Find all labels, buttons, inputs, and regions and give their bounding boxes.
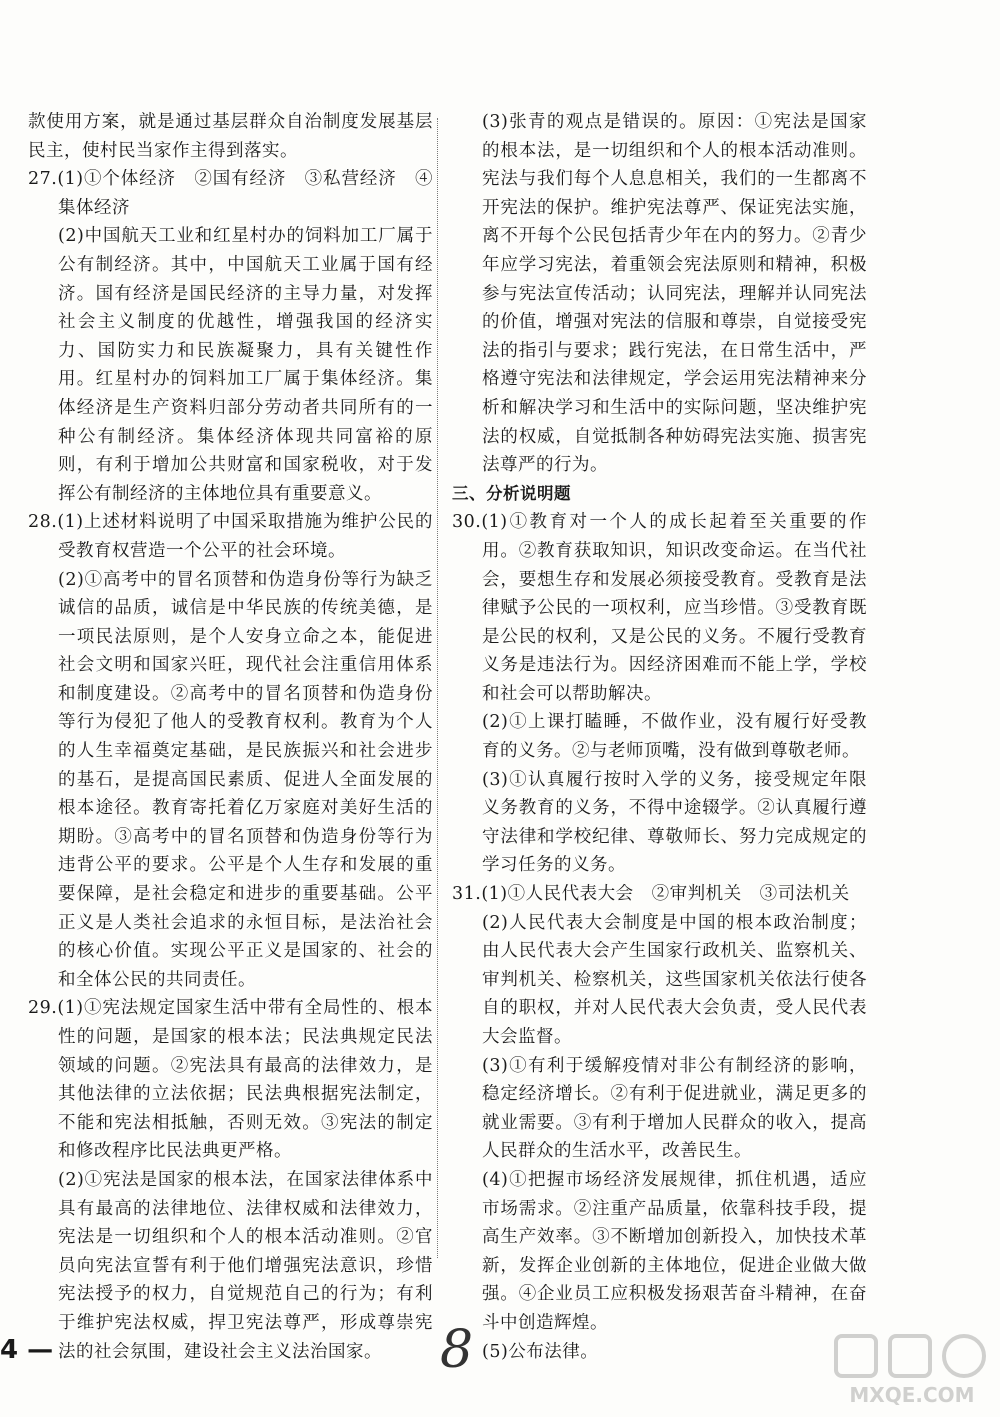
- answer-paragraph: (3)张青的观点是错误的。原因：①宪法是国家的根本法，是一切组织和个人的根本活动准则。宪法与我们每个人息息相关，我们的一生都离不开宪法的保护。维护宪法尊严、保证宪法实施，离不开每个公民包括青少年在内的努力。②青少年应学习宪法，着重领会宪法原则和精神，积极参与宪法宣传活动；认同宪法，理解并认同宪法的价值，增强对宪法的信服和尊崇，自觉接受宪法的指引与要求；践行宪法，在日常生活中，严格遵守宪法和法律规定，学会运用宪法精神来分析和解决学习和生活中的实际问题，坚决维护宪法的权威，自觉抵制各种妨碍宪法实施、损害宪法尊严的行为。: [482, 112, 867, 476]
- answer-paragraph: (3)①有利于缓解疫情对非公有制经济的影响，稳定经济增长。②有利于促进就业，满足更多的就业需要。③有利于增加人民群众的收入，提高人民群众的生活水平，改善民生。: [482, 1055, 867, 1162]
- watermark-text: MXQE.COM: [849, 1383, 975, 1407]
- answer-paragraph: (3)①认真履行按时入学的义务，接受规定年限义务教育的义务，不得中途辍学。②认真履行遵守法律和学校纪律、尊敬师长、努力完成规定的学习任务的义务。: [482, 769, 867, 876]
- answer-paragraph: 27.(1)①个体经济 ②国有经济 ③私营经济 ④集体经济: [28, 169, 433, 218]
- right-column: [452, 108, 867, 1366]
- answer-paragraph: 28.(1)上述材料说明了中国采取措施为维护公民的受教育权营造一个公平的社会环境。: [28, 512, 433, 561]
- left-column: [28, 108, 433, 1366]
- column-divider: [437, 118, 438, 1258]
- answer-paragraph: 款使用方案，就是通过基层群众自治制度发展基层民主，使村民当家作主得到落实。: [28, 112, 433, 161]
- answer-paragraph: (4)①把握市场经济发展规律，抓住机遇，适应市场需求。②注重产品质量，依靠科技手段，提高生产效率。③不断增加创新投入，加快技术革新，发挥企业创新的主体地位，促进企业做大做强。④企业员工应积极发扬艰苦奋斗精神，在奋斗中创造辉煌。: [482, 1169, 867, 1333]
- answer-paragraph: 30.(1)①教育对一个人的成长起着至关重要的作用。②教育获取知识，知识改变命运。在当代社会，要想生存和发展必须接受教育。受教育是法律赋予公民的一项权利，应当珍惜。③受教育既是公民的权利，又是公民的义务。不履行受教育义务是违法行为。因经济困难而不能上学，学校和社会可以帮助解决。: [452, 512, 867, 704]
- answer-paragraph: (2)中国航天工业和红星村办的饲料加工厂属于公有制经济。其中，中国航天工业属于国有经济。国有经济是国民经济的主导力量，对发挥社会主义制度的优越性，增强我国的经济实力、国防实力和民族凝聚力，具有关键性作用。红星村办的饲料加工厂属于集体经济。集体经济是生产资料归部分劳动者共同所有的一种公有制经济。集体经济体现共同富裕的原则，有利于增加公共财富和国家税收，对于发挥公有制经济的主体地位具有重要意义。: [58, 226, 433, 504]
- section-heading: 三、分析说明题: [452, 483, 571, 503]
- answer-paragraph: (2)①上课打瞌睡，不做作业，没有履行好受教育的义务。②与老师顶嘴，没有做到尊敬老师。: [482, 712, 867, 762]
- answer-paragraph: 29.(1)①宪法规定国家生活中带有全局性的、根本性的问题，是国家的根本法；民法典规定民法领域的问题。②宪法具有最高的法律效力，是其他法律的立法依据；民法典根据宪法制定，不能和宪法相抵触，否则无效。③宪法的制定和修改程序比民法典更严格。: [28, 998, 433, 1162]
- watermark-logo: [832, 1330, 992, 1410]
- answer-paragraph: (2)①宪法是国家的根本法，在国家法律体系中具有最高的法律地位、法律权威和法律效力，宪法是一切组织和个人的根本活动准则。②官员向宪法宣誓有利于他们增强宪法意识，珍惜宪法授予的权力，自觉规范自己的行为；有利于维护宪法权威，捍卫宪法尊严，形成尊崇宪法的社会氛围，建设社会主义法治国家。: [58, 1169, 433, 1362]
- answer-paragraph: 31.(1)①人民代表大会 ②审判机关 ③司法机关: [452, 884, 850, 905]
- answer-paragraph: (2)人民代表大会制度是中国的根本政治制度；由人民代表大会产生国家行政机关、监察机关、审判机关、检察机关，这些国家机关依法行使各自的职权，并对人民代表大会负责，受人民代表大会监督。: [482, 912, 867, 1047]
- answer-paragraph: (2)①高考中的冒名顶替和伪造身份等行为缺乏诚信的品质，诚信是中华民族的传统美德，是一项民法原则，是个人安身立命之本，能促进社会文明和国家兴旺，现代社会注重信用体系和制度建设。②高考中的冒名顶替和伪造身份等行为侵犯了他人的受教育权利。教育为个人的人生幸福奠定基础，是民族振兴和社会进步的基石，是提高国民素质、促进人全面发展的根本途径。教育寄托着亿万家庭对美好生活的期盼。③高考中的冒名顶替和伪造身份等行为违背公平的要求。公平是个人生存和发展的重要保障，是社会稳定和进步的重要基础。公平正义是人类社会追求的永恒目标，是法治社会的核心价值。实现公平正义是国家的、社会的和全体公民的共同责任。: [58, 569, 433, 990]
- page-number: 4 —: [0, 1335, 54, 1365]
- answer-paragraph: (5)公布法律。: [482, 1341, 599, 1362]
- handwritten-mark: 8: [440, 1320, 474, 1380]
